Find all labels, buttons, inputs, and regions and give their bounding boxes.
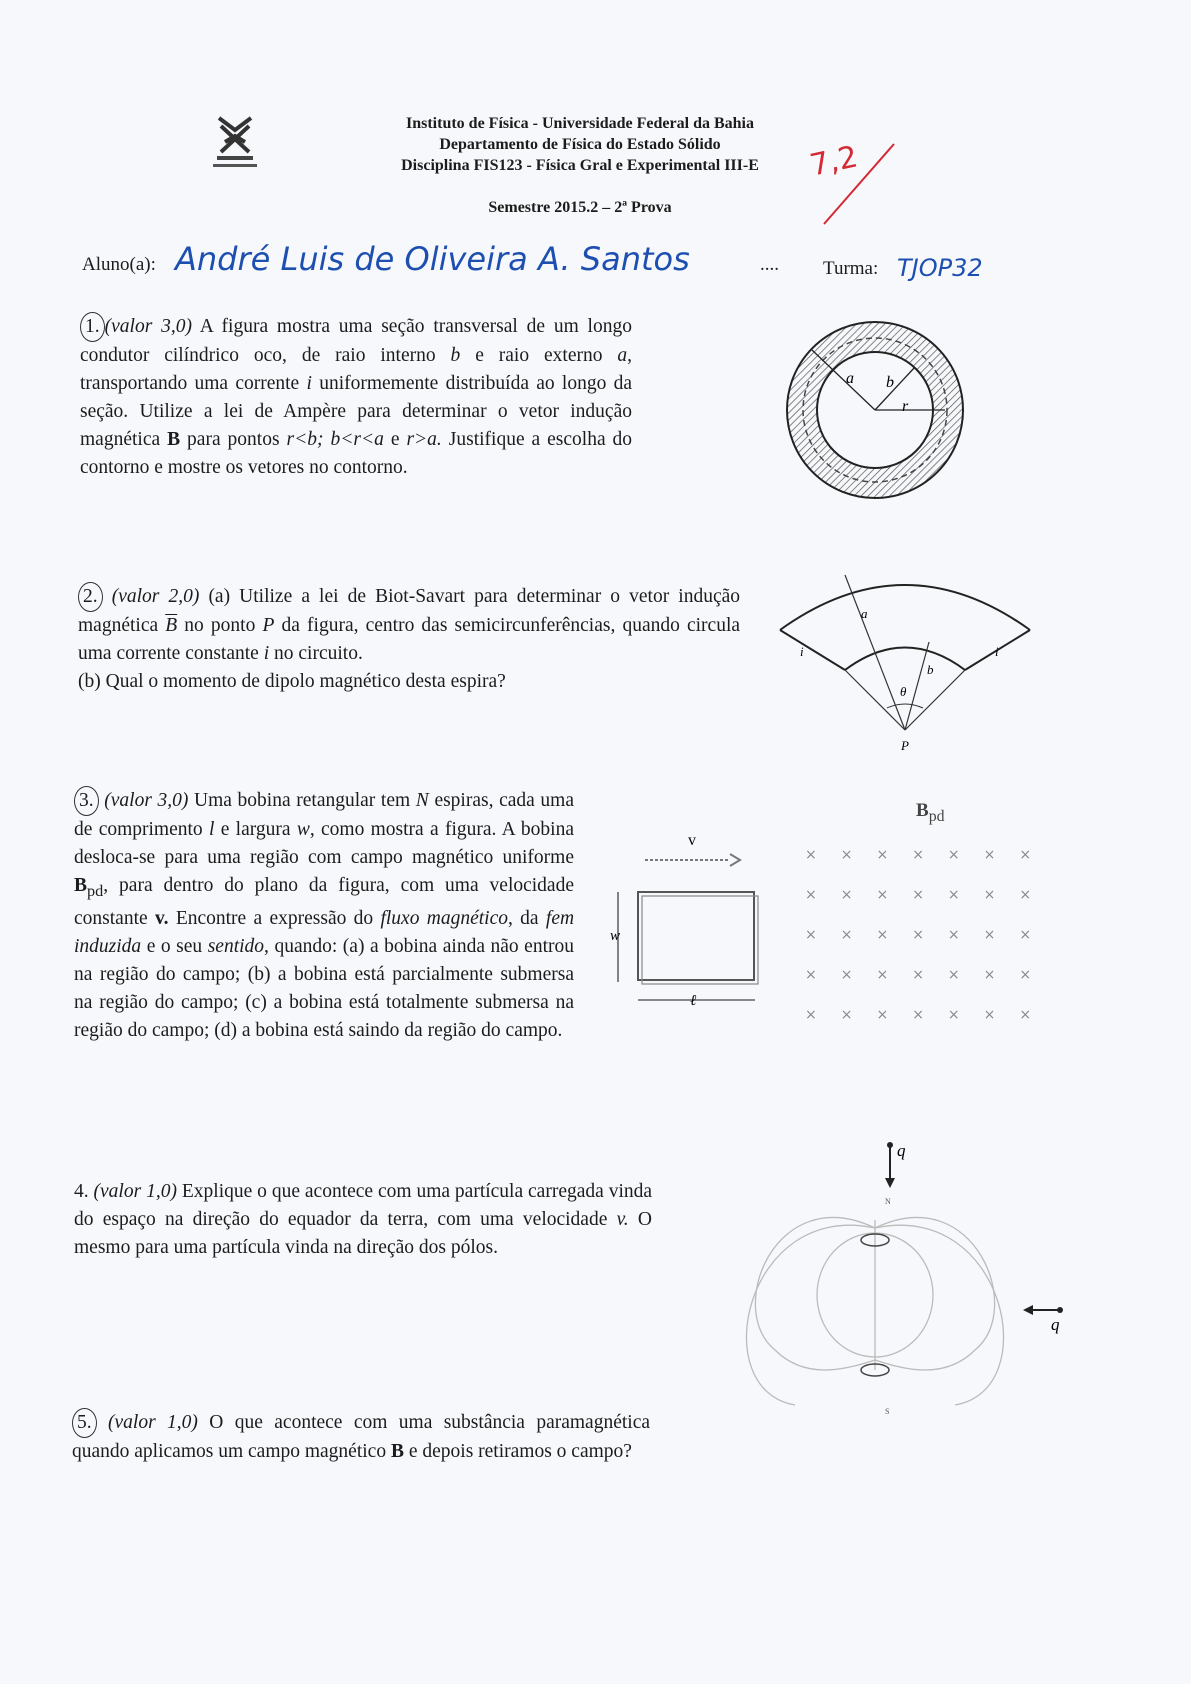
q3-field-crosses: ××××××× ××××××× ××××××× ××××××× ××××××× [805,847,1056,1023]
header-institute: Instituto de Física - Universidade Federal da Bahia [405,115,754,132]
student-label: Aluno(a): [82,254,156,275]
q3-fig-w: w [610,928,621,944]
q5-number: 5. [72,1408,97,1438]
q1-fig-a: a [846,370,854,387]
q2-loop-figure [775,570,1035,755]
q1-cylinder-figure [780,315,970,505]
q4-fig-N: N [885,1197,891,1206]
q1-fig-b: b [886,374,894,391]
q3-field-label: $B_{pd}$ [916,800,945,825]
q2-number: 2. [78,582,103,612]
question-1: 1. (valor 3,0) A figura mostra uma seção transversal de um longo condutor cilíndrico oco, de raio interno b e raio externo a, transportando uma corrente i uniformemente distribuída ao longo da seção. Utilize a lei de Ampère para determinar o vetor indução magnética B para pontos r<b; b<r<a e r>a. Justifique a escolha do contorno e mostre os vetores no contorno. [80,312,632,482]
ufba-logo [205,112,265,174]
question-5: 5. (valor 1,0) O que acontece com uma substância paramagnética quando aplicamos um campo magnético B e depois retiramos o campo? [72,1408,650,1466]
q4-fig-S: S [885,1407,890,1416]
q4-fig-q-top: q [897,1141,906,1160]
q1-fig-r: r [902,398,909,415]
q2-fig-a: a [861,606,868,621]
q2-fig-P: P [901,738,909,753]
header-course: Disciplina FIS123 - Física Gral e Experimental III-E [401,157,759,174]
q4-number: 4. [74,1181,89,1202]
q2-fig-theta: θ [900,684,907,699]
student-name: André Luis de Oliveira A. Santos [175,240,690,278]
turma-label: Turma: [823,258,879,279]
q4-earth-field-figure [735,1140,1065,1435]
header-department: Departamento de Física do Estado Sólido [439,136,721,153]
q3-coil-figure [600,800,770,1020]
question-4: 4. (valor 1,0) Explique o que acontece com uma partícula carregada vinda do espaço na direção do equador da terra, com uma velocidade v. O mesmo para uma partícula vinda na direção dos pólos. [74,1178,652,1262]
question-3: 3. (valor 3,0) Uma bobina retangular tem N espiras, cada uma de comprimento l e largura w, como mostra a figura. A bobina desloca-se para uma região com campo magnético uniforme $B_{pd}$, para dentro do plano da figura, com uma velocidade constante v. Encontre a expressão do fluxo magnético, da fem induzida e o seu sentido, quando: (a) a bobina ainda não entrou na região do campo; (b) a bobina está parcialmente submersa na região do campo; (c) a bobina está totalmente submersa na região do campo; (d) a bobina está saindo da região do campo. [74,786,574,1045]
header-semester: Semestre 2015.2 – 2ª Prova [488,199,672,216]
q3-fig-l: ℓ [690,993,697,1009]
q4-fig-q-right: q [1051,1315,1060,1334]
q2-fig-b: b [927,662,934,677]
turma-value: TJOP32 [897,254,983,282]
q2-fig-i-right: i [995,644,999,659]
q1-number: 1. [80,312,105,342]
student-dots: .... [760,254,779,275]
grade-mark: 7,2 [806,139,861,184]
grade-slash [820,140,900,230]
q3-number: 3. [74,786,99,816]
q3-fig-v: v [688,832,696,849]
question-2: 2. (valor 2,0) (a) Utilize a lei de Biot-Savart para determinar o vetor indução magnética $\overline{B}$ no ponto P da figura, centro das semicircunferências, quando circula uma corrente constante i no circuito. (b) Qual o momento de dipolo magnético desta espira? [78,582,740,696]
q2-fig-i-left: i [800,644,804,659]
